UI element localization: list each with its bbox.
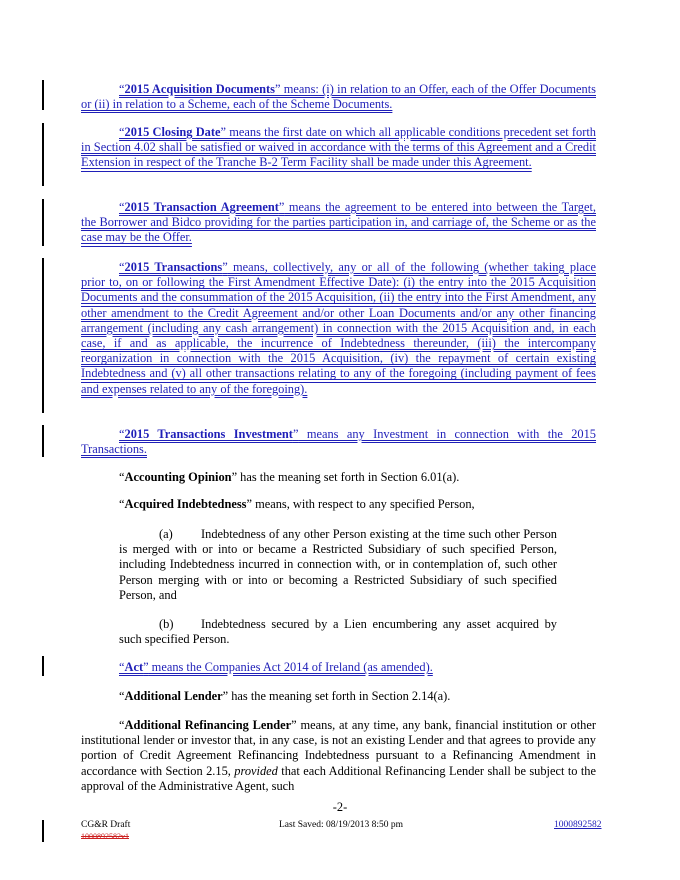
defined-term: Additional Refinancing Lender: [124, 718, 292, 732]
definition-acquired-indebtedness: “Acquired Indebtedness” means, with respect to any specified Person,: [119, 497, 475, 511]
definition-act: “Act” means the Companies Act 2014 of Ireland (as amended).: [119, 660, 433, 674]
defined-term: Additional Lender: [124, 689, 223, 703]
definition-2015-transactions: “2015 Transactions” means, collectively, any or all of the following (whether taking place prior to, on or following the First Amendment Effective Date): (i) the entry into the 2015 Acquisition Documents and the consummation of the 2015 Acquisition, (ii) the entry into the First Amendment, any other amendment to the Credit Agreement and/or other Loan Documents and/or any other financing arrangement (including any cash arrangement) in connection with the 2015 Acquisition and, in each case, if and as applicable, the incurrence of Indebtedness thereunder, (iii) the intercompany reorganization in connection with the 2015 Acquisition, (iv) the repayment of certain existing Indebtedness and (v) all other transactions relating to any of the foregoing (including payment of fees and expenses related to any of the foregoing).: [81, 260, 596, 396]
footer-left: [81, 820, 130, 842]
footer-struck-docid: 1000892582v1: [81, 832, 129, 841]
change-bar: [42, 199, 44, 246]
definition-accounting-opinion: “Accounting Opinion” has the meaning set forth in Section 6.01(a).: [119, 470, 460, 484]
clause-a: (a) Indebtedness of any other Person existing at the time such other Person is merged with or into or became a Restricted Subsidiary of such specified Person, including Indebtedness incurred in connection with, or in contemplation of, such other Person merging with or into or becoming a Restricted Subsidiary of such specified Person, and: [119, 527, 557, 602]
defined-term: 2015 Transactions: [124, 260, 223, 274]
defined-term: Acquired Indebtedness: [124, 497, 247, 511]
defined-term: 2015 Closing Date: [124, 125, 221, 139]
definition-2015-transactions-investment: “2015 Transactions Investment” means any Investment in connection with the 2015 Transactions.: [81, 427, 597, 457]
definition-2015-transaction-agreement: “2015 Transaction Agreement” means the agreement to be entered into between the Target, the Borrower and Bidco providing for the parties participation in, and carriage of, the Scheme or as the case may be the Offer.: [81, 200, 596, 245]
clause-number: (a): [159, 527, 173, 541]
clause-number: (b): [159, 617, 174, 631]
change-bar: [42, 258, 44, 413]
defined-term: Act: [124, 660, 144, 674]
footer-draft-label: CG&R Draft: [81, 820, 131, 830]
definition-additional-lender: “Additional Lender” has the meaning set forth in Section 2.14(a).: [119, 689, 451, 703]
defined-term: 2015 Acquisition Documents: [124, 82, 275, 96]
definition-additional-refinancing-lender: “Additional Refinancing Lender” means, at any time, any bank, financial institution or other institutional lender or investor that, in any case, is not an existing Lender and that agrees to provide any portion of Credit Agreement Refinancing Indebtedness pursuant to a Refinancing Amendment in accordance with Section 2.15, provided that each Additional Refinancing Lender shall be subject to the approval of the Administrative Agent, such: [81, 718, 596, 793]
footer-last-saved: Last Saved: 08/19/2013 8:50 pm: [279, 820, 404, 830]
page-number: -2-: [332, 800, 348, 814]
definition-2015-acquisition-documents: “2015 Acquisition Documents” means: (i) in relation to an Offer, each of the Offer Documents or (ii) in relation to a Scheme, each of the Scheme Documents.: [81, 82, 596, 112]
change-bar: [42, 820, 44, 842]
defined-term: Accounting Opinion: [124, 470, 232, 484]
definition-2015-closing-date: “2015 Closing Date” means the first date on which all applicable conditions precedent set forth in Section 4.02 shall be satisfied or waived in accordance with the terms of this Agreement and a Credit Extension in respect of the Tranche B-2 Term Facility shall be made under this Agreement.: [81, 125, 597, 170]
change-bar: [42, 656, 44, 676]
change-bar: [42, 80, 44, 110]
defined-term: 2015 Transactions Investment: [124, 427, 293, 441]
change-bar: [42, 425, 44, 457]
defined-term: 2015 Transaction Agreement: [124, 200, 279, 214]
change-bar: [42, 123, 44, 186]
footer-docid: 1000892582: [554, 820, 602, 830]
clause-b: (b) Indebtedness secured by a Lien encumbering any asset acquired by such specified Person.: [119, 617, 557, 647]
